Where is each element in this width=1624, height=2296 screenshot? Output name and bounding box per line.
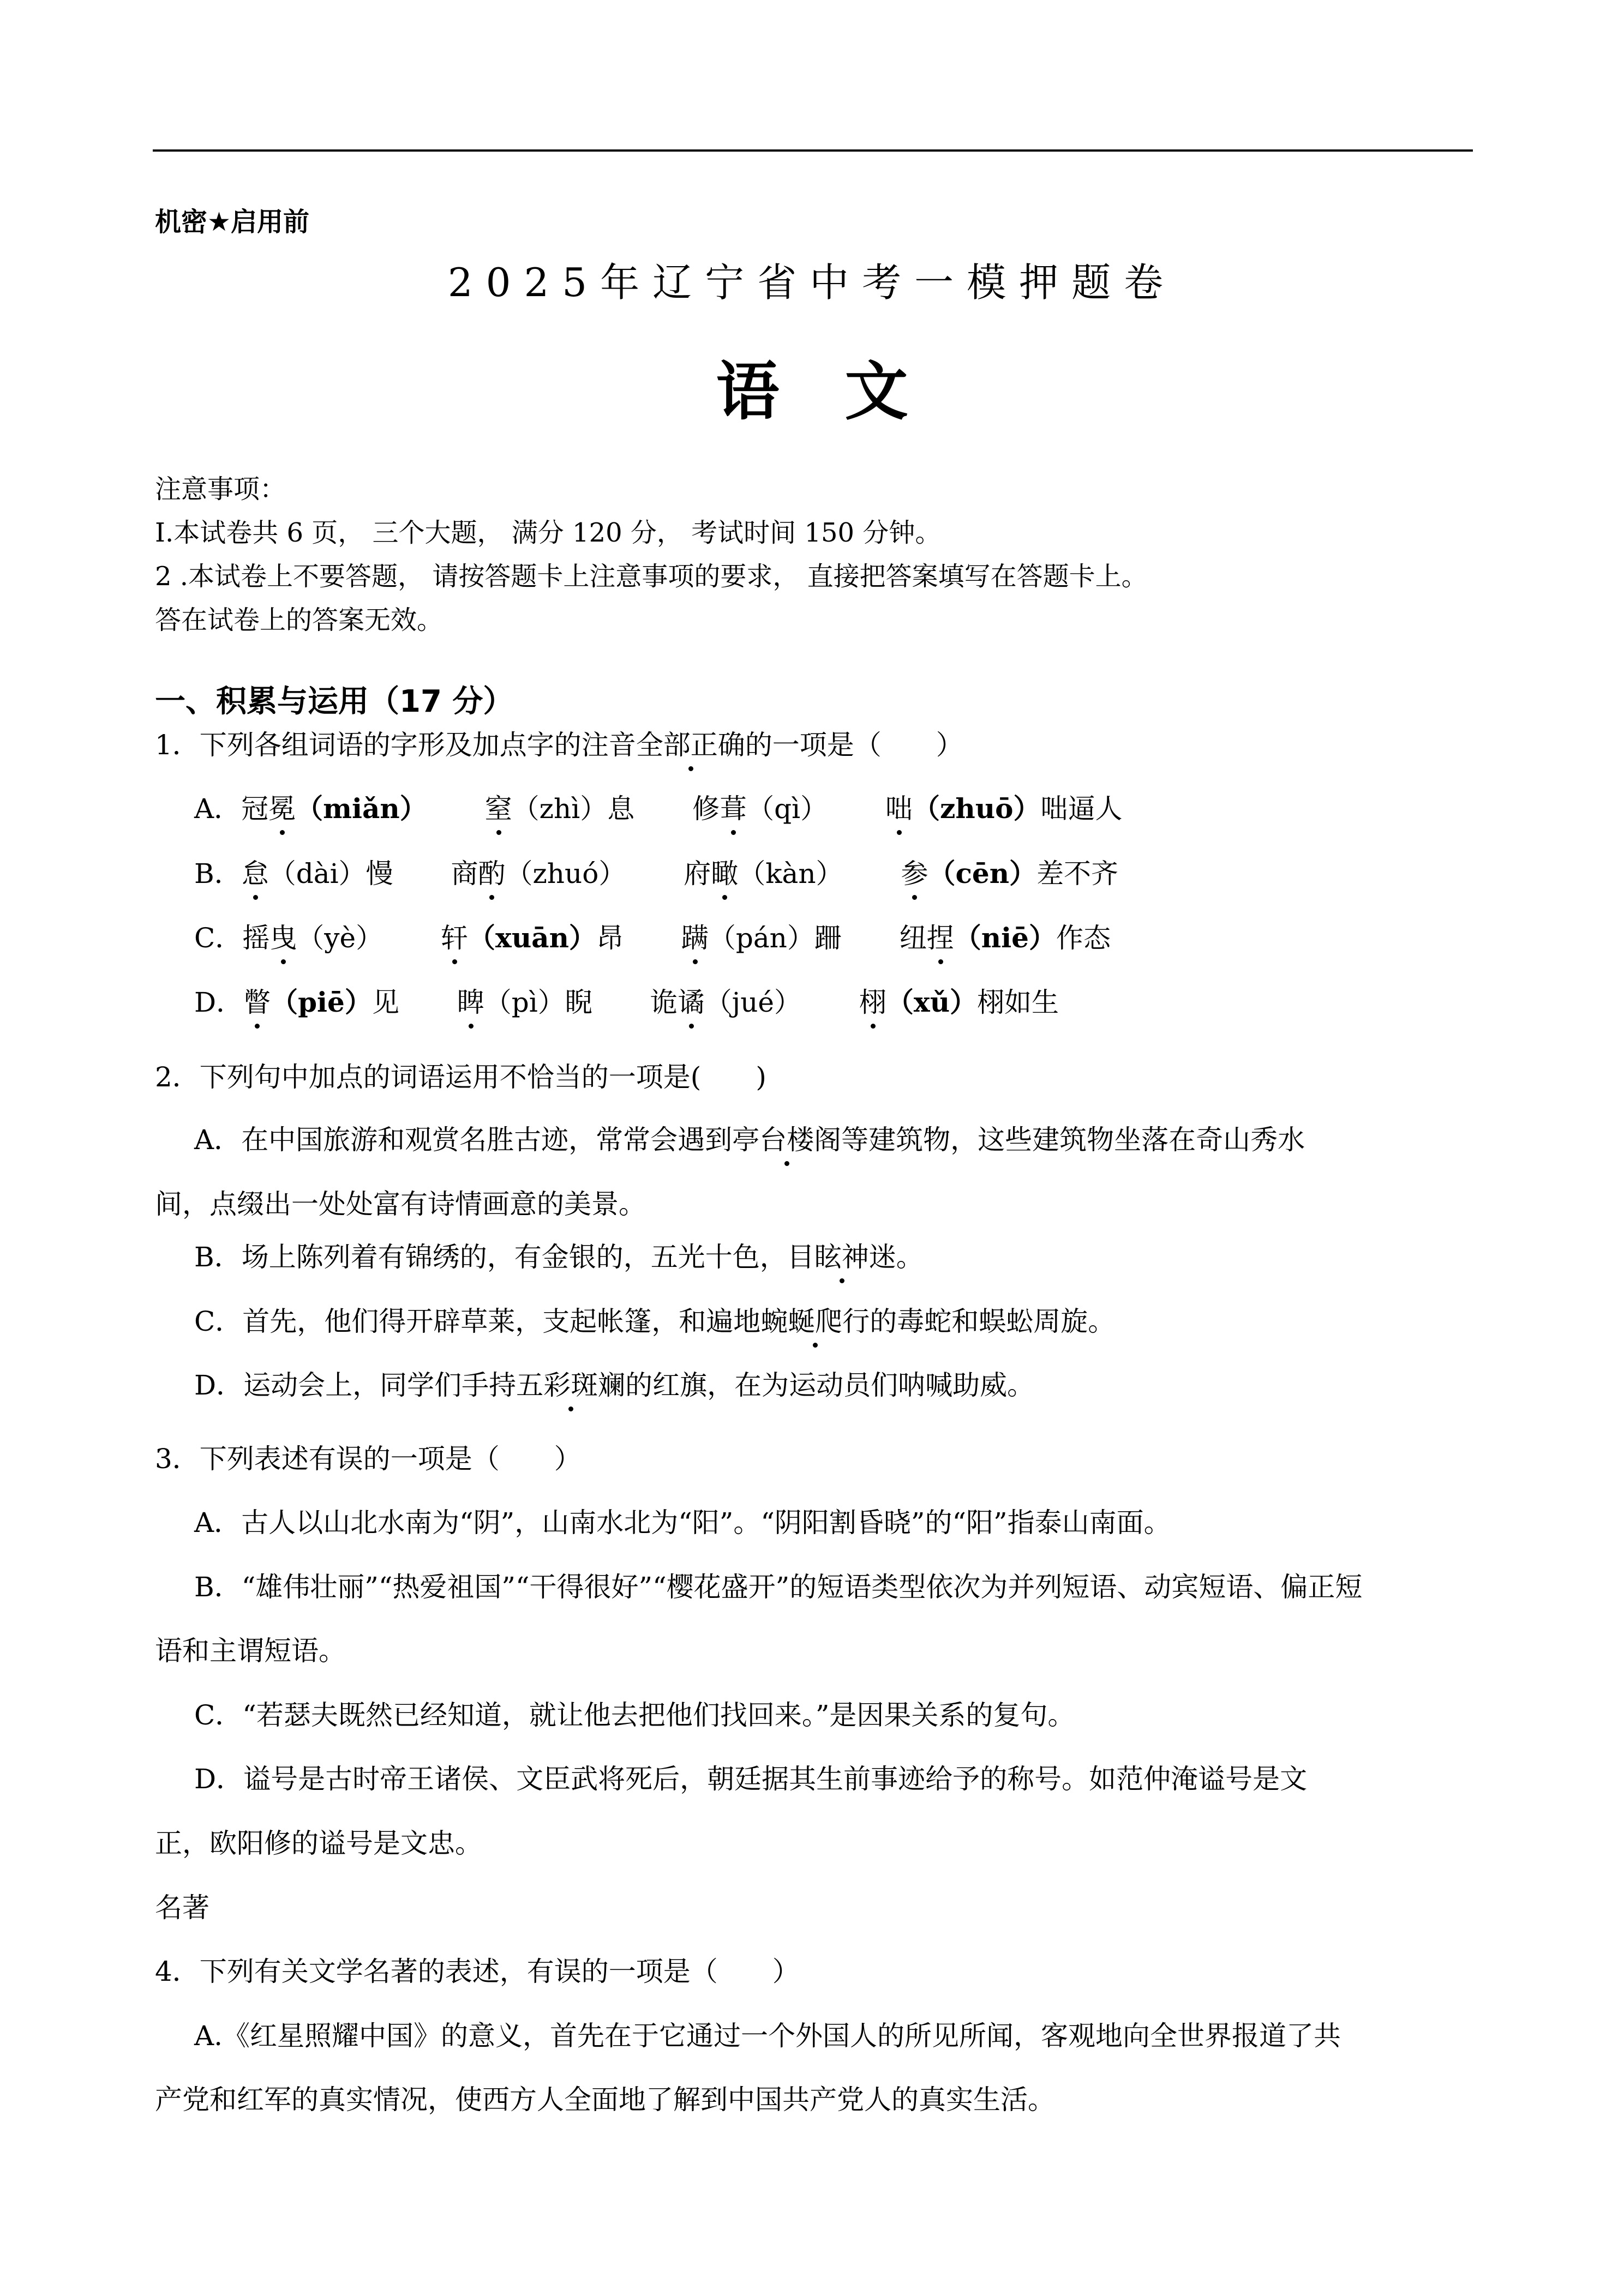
notice-item-2: 2 .本试卷上不要答题， 请按答题卡上注意事项的要求， 直接把答案填写在答题卡上。 — [155, 561, 1148, 592]
q3-option-d-continued: 正，欧阳修的谥号是文忠。 — [155, 1828, 482, 1859]
q1-option-b: B．怠（dài）慢 商酌（zhuó） 府瞰（kàn） 参（cēn）差不齐 — [194, 852, 1118, 891]
q1-option-c: C．摇曳（yè） 轩（xuān）昂 蹒（pán）跚 纽捏（niē）作态 — [194, 916, 1111, 955]
q3-option-a: A．古人以山北水南为“阴”，山南水北为“阳”。“阴阳割昏晓”的“阳”指泰山南面。 — [194, 1507, 1171, 1538]
section-tag: 名著 — [155, 1892, 209, 1924]
notice-heading: 注意事项： — [155, 474, 286, 504]
q1-option-d: D．瞥（piē）见 睥（pì）睨 诡谲（jué） 栩（xǔ）栩如生 — [194, 981, 1059, 1020]
q3-option-c: C．“若瑟夫既然已经知道，就让他去把他们找回来。”是因果关系的复句。 — [194, 1699, 1075, 1731]
question-1-stem: 1．下列各组词语的字形及加点字的注音全部正确的一项是（ ） — [155, 723, 963, 762]
dotted-text: 全部正确 — [636, 723, 745, 762]
q4-option-a-continued: 产党和红军的真实情况，使西方人全面地了解到中国共产党人的真实生活。 — [155, 2084, 1055, 2115]
q4-option-a: A.《红星照耀中国》的意义，首先在于它通过一个外国人的所见所闻，客观地向全世界报道了共 — [194, 2020, 1341, 2052]
question-2-stem: 2．下列句中加点的词语运用不恰当的一项是( ) — [155, 1061, 766, 1093]
subject-title: 语文 — [716, 355, 974, 429]
question-4-stem: 4．下列有关文学名著的表述，有误的一项是（ ） — [155, 1956, 800, 1987]
header-rule — [153, 149, 1473, 152]
q2-option-a: A．在中国旅游和观赏名胜古迹，常常会遇到亭台楼阁等建筑物，这些建筑物坐落在奇山秀水 — [194, 1118, 1305, 1157]
notice-item-1: I.本试卷共 6 页， 三个大题， 满分 120 分， 考试时间 150 分钟。 — [155, 518, 942, 548]
question-3-stem: 3．下列表述有误的一项是（ ） — [155, 1443, 582, 1475]
q2-option-d: D．运动会上，同学们手持五彩斑斓的红旗，在为运动员们呐喊助威。 — [194, 1363, 1034, 1403]
q2-option-b: B．场上陈列着有锦绣的，有金银的，五光十色，目眩神迷。 — [194, 1235, 924, 1275]
q3-option-b: B．“雄伟壮丽”“热爱祖国”“干得很好”“樱花盛开”的短语类型依次为并列短语、动宾短语、偏正短 — [194, 1571, 1363, 1603]
q1-option-a: A．冠冕（miǎn） 窒（zhì）息 修葺（qì） 咄（zhuō）咄逼人 — [194, 787, 1122, 826]
q2-option-c: C．首先，他们得开辟草莱，支起帐篷，和遍地蜿蜒爬行的毒蛇和蜈蚣周旋。 — [194, 1300, 1115, 1339]
confidential-label: 机密★启用前 — [155, 207, 310, 237]
exam-title: 2025年辽宁省中考一模押题卷 — [447, 260, 1177, 305]
q3-option-d: D．谥号是古时帝王诸侯、文臣武将死后，朝廷据其生前事迹给予的称号。如范仲淹谥号是文 — [194, 1763, 1308, 1795]
section-1-title: 一、积累与运用（17 分） — [155, 684, 514, 719]
q3-option-b-continued: 语和主谓短语。 — [155, 1635, 346, 1667]
notice-item-3: 答在试卷上的答案无效。 — [155, 605, 444, 635]
q2-option-a-continued: 间，点缀出一处处富有诗情画意的美景。 — [155, 1188, 646, 1220]
